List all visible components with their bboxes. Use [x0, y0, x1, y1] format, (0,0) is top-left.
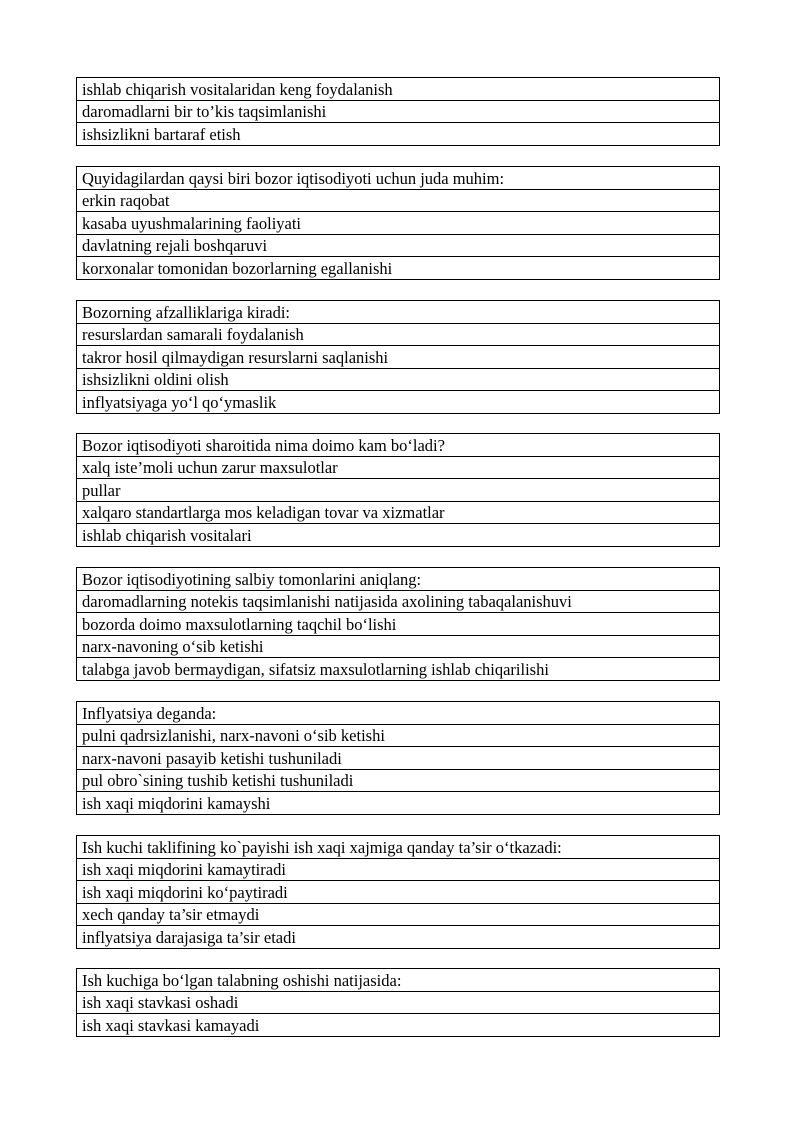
answer-option: kasaba uyushmalarining faoliyati: [77, 212, 720, 235]
question-text: Ish kuchi taklifining ko`payishi ish xaqi xajmiga qanday ta’sir o‘tkazadi:: [77, 836, 720, 859]
question-block: [76, 433, 720, 547]
question-block: [76, 968, 720, 1037]
answer-option: pul obro`sining tushib ketishi tushuniladi: [77, 769, 720, 792]
answer-option: narx-navoni pasayib ketishi tushuniladi: [77, 747, 720, 770]
question-block: [76, 835, 720, 949]
answer-option: narx-navoning o‘sib ketishi: [77, 635, 720, 658]
answer-option: daromadlarni bir to’kis taqsimlanishi: [77, 100, 720, 123]
answer-option: resurslardan samarali foydalanish: [77, 323, 720, 346]
answer-option: ish xaqi miqdorini ko‘paytiradi: [77, 881, 720, 904]
answer-option: inflyatsiya darajasiga ta’sir etadi: [77, 926, 720, 949]
answer-option: pulni qadrsizlanishi, narx-navoni o‘sib ketishi: [77, 724, 720, 747]
answer-option: xech qanday ta’sir etmaydi: [77, 903, 720, 926]
answer-option: daromadlarning notekis taqsimlanishi natijasida axolining tabaqalanishuvi: [77, 590, 720, 613]
answer-option: ishsizlikni bartaraf etish: [77, 123, 720, 146]
answer-option: davlatning rejali boshqaruvi: [77, 234, 720, 257]
answer-options-table: [76, 77, 720, 146]
answer-option: xalqaro standartlarga mos keladigan tovar va xizmatlar: [77, 501, 720, 524]
answer-option: xalq iste’moli uchun zarur maxsulotlar: [77, 456, 720, 479]
answer-option: takror hosil qilmaydigan resurslarni saqlanishi: [77, 346, 720, 369]
answer-option: ish xaqi miqdorini kamayshi: [77, 792, 720, 815]
answer-option: ishsizlikni oldini olish: [77, 368, 720, 391]
answer-option: ish xaqi stavkasi oshadi: [77, 991, 720, 1014]
answer-option: ish xaqi stavkasi kamayadi: [77, 1014, 720, 1037]
question-text: Bozorning afzalliklariga kiradi:: [77, 301, 720, 324]
question-block: [76, 701, 720, 815]
question-text: Quyidagilardan qaysi biri bozor iqtisodiyoti uchun juda muhim:: [77, 167, 720, 190]
answer-option: ishlab chiqarish vositalari: [77, 524, 720, 547]
answer-option: erkin raqobat: [77, 189, 720, 212]
answer-option: bozorda doimo maxsulotlarning taqchil bo‘lishi: [77, 613, 720, 636]
answer-option: korxonalar tomonidan bozorlarning egallanishi: [77, 257, 720, 280]
answer-option: talabga javob bermaydigan, sifatsiz maxsulotlarning ishlab chiqarilishi: [77, 658, 720, 681]
answer-option: inflyatsiyaga yo‘l qo‘ymaslik: [77, 391, 720, 414]
answer-option: pullar: [77, 479, 720, 502]
question-block: [76, 300, 720, 414]
answer-option: ishlab chiqarish vositalaridan keng foydalanish: [77, 78, 720, 101]
question-text: Ish kuchiga bo‘lgan talabning oshishi natijasida:: [77, 969, 720, 992]
answer-option: ish xaqi miqdorini kamaytiradi: [77, 858, 720, 881]
question-text: Bozor iqtisodiyotining salbiy tomonlarini aniqlang:: [77, 568, 720, 591]
question-text: Bozor iqtisodiyoti sharoitida nima doimo kam bo‘ladi?: [77, 434, 720, 457]
question-text: Inflyatsiya deganda:: [77, 702, 720, 725]
question-block: [76, 166, 720, 280]
question-block: [76, 567, 720, 681]
